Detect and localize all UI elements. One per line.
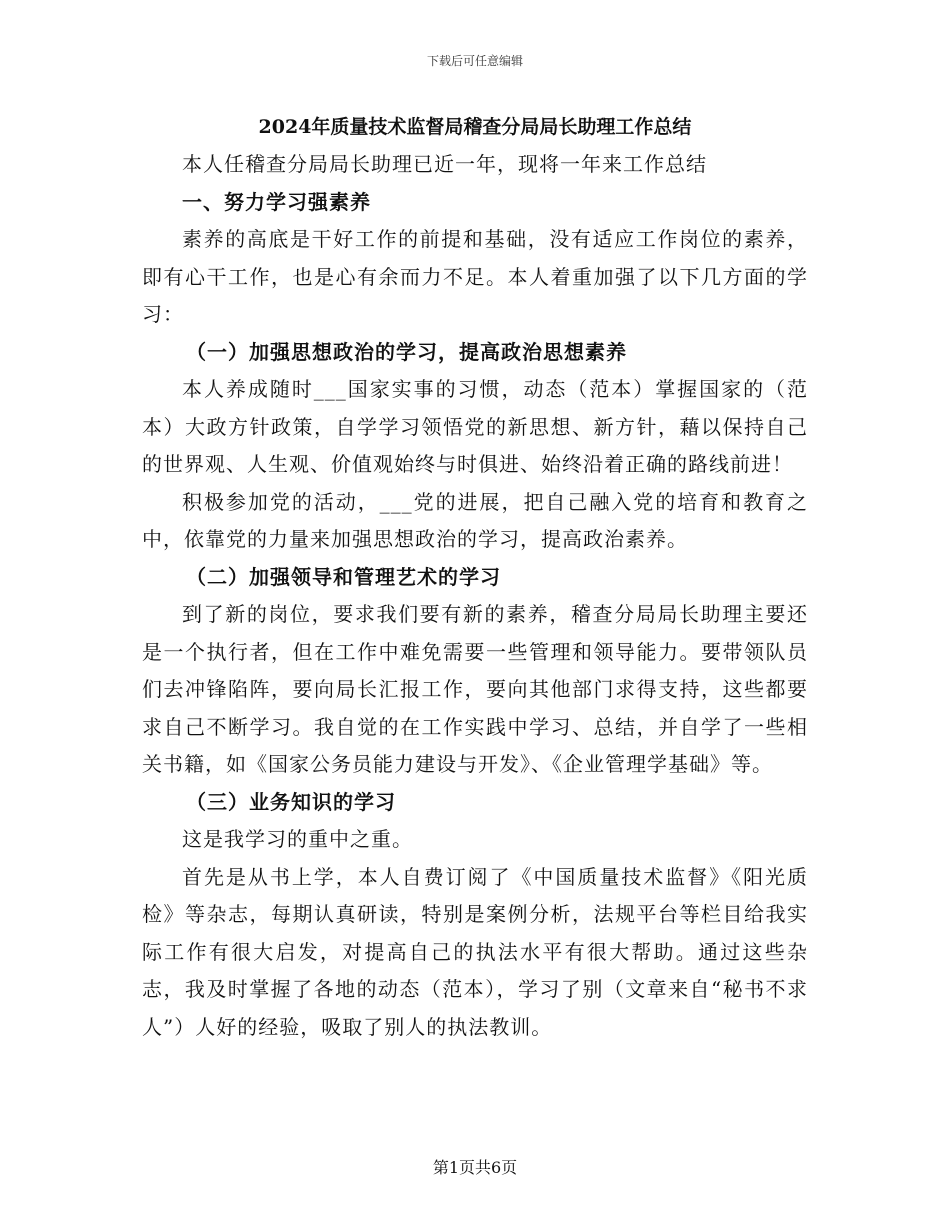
subsection-heading-1: （一）加强思想政治的学习，提高政治思想素养 [186, 339, 627, 364]
subsection-3-paragraph-1: 这是我学习的重中之重。 [182, 827, 413, 851]
section-heading-1: 一、努力学习强素养 [182, 189, 371, 214]
page-indicator: 第1页共6页 [432, 1158, 518, 1177]
subsection-2-paragraph-1: 到了新的岗位，要求我们要有新的素养，稽查分局局长助理主要还是一个执行者，但在工作中难免需要一些管理和领导能力。要带领队员们去冲锋陷阵，要向局长汇报工作，要向其他部门求得支持，这些都要求自己不断学习。我自觉的在工作实践中学习、总结，并自学了一些相关书籍，如《国家公务员能力建设与开发》、《企业管理学基础》等。 [142, 602, 808, 776]
subsection-heading-2: （二）加强领导和管理艺术的学习 [186, 564, 501, 589]
document-title: 2024年质量技术监督局稽查分局局长助理工作总结 [258, 116, 692, 138]
intro-paragraph: 本人任稽查分局局长助理已近一年，现将一年来工作总结 [182, 152, 707, 176]
subsection-heading-3: （三）业务知识的学习 [186, 789, 396, 814]
document-body [142, 108, 808, 1046]
section-1-paragraph: 素养的高底是干好工作的前提和基础，没有适应工作岗位的素养，即有心干工作，也是心有余而力不足。本人着重加强了以下几方面的学习： [142, 227, 808, 326]
subsection-3-paragraph-2: 首先是从书上学，本人自费订阅了《中国质量技术监督》《阳光质检》等杂志，每期认真研读，特别是案例分析，法规平台等栏目给我实际工作有很大启发，对提高自己的执法水平有很大帮助。通过这些杂志，我及时掌握了各地的动态（范本），学习了别（文章来自“秘书不求人”）人好的经验，吸取了别人的执法教训。 [142, 864, 808, 1039]
subsection-1-paragraph-1: 本人养成随时___国家实事的习惯，动态（范本）掌握国家的（范本）大政方针政策，自学学习领悟党的新思想、新方针，藉以保持自己的世界观、人生观、价值观始终与时俱进、始终沿着正确的路线前进！ [142, 377, 808, 476]
download-note: 下载后可任意编辑 [426, 54, 523, 68]
subsection-1-paragraph-2: 积极参加党的活动，___党的进展，把自己融入党的培育和教育之中，依靠党的力量来加强思想政治的学习，提高政治素养。 [142, 489, 808, 551]
